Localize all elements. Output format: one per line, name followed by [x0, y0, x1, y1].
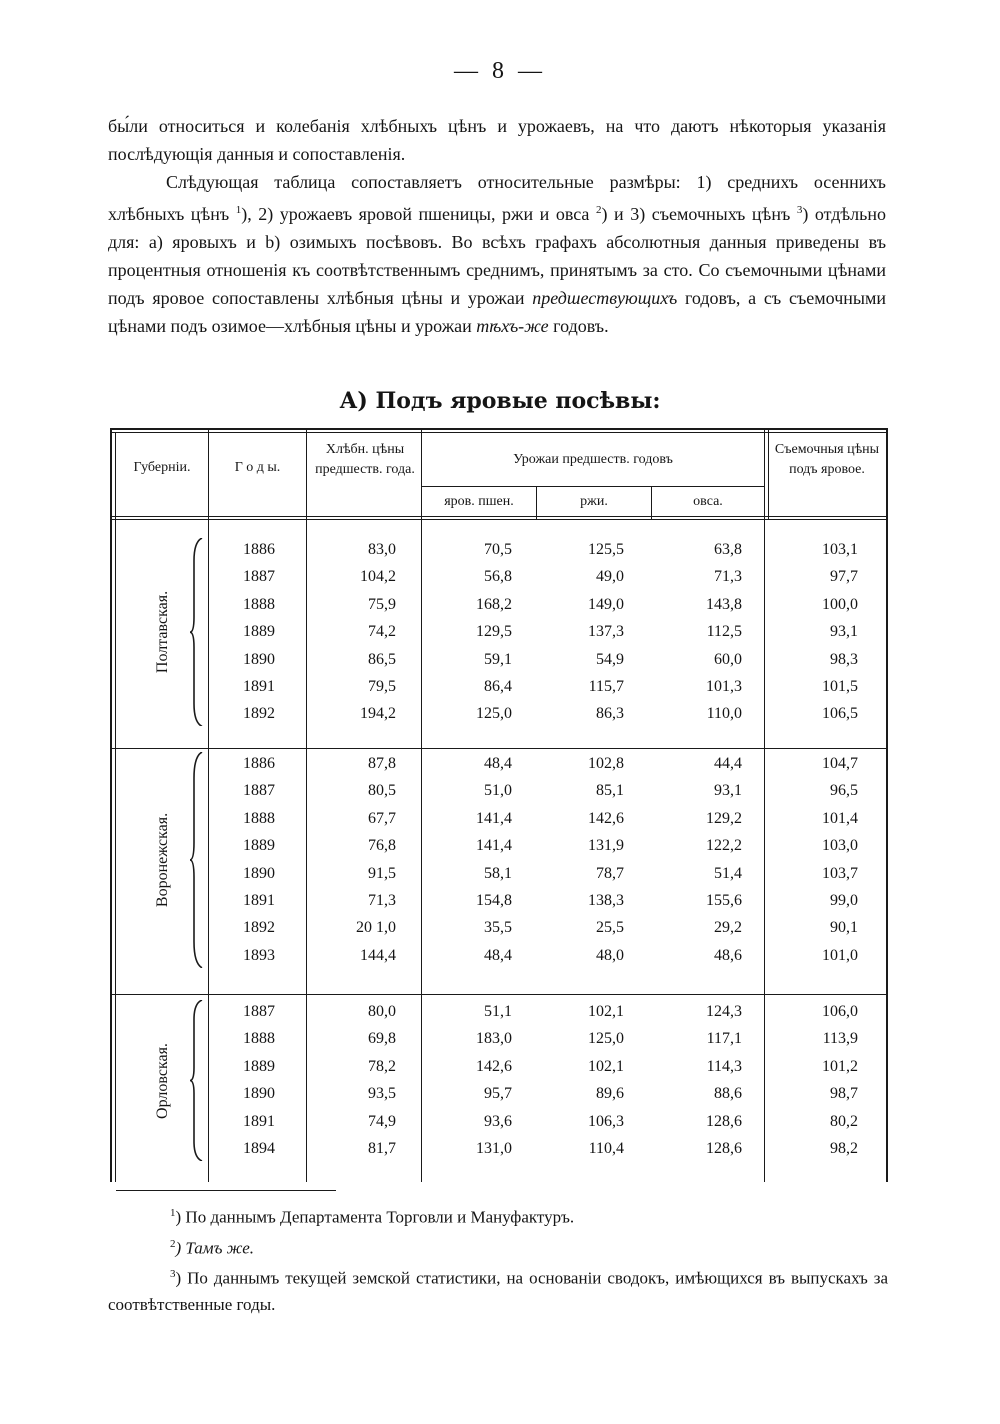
value-cell-price: 71,3 — [368, 892, 396, 909]
intro-paragraph-1: бы́ли относиться и колебанія хлѣбныхъ цѣнъ и урожаевъ, на что даютъ нѣкоторыя указанія послѣдующія данныя и сопоставленія. — [108, 116, 886, 164]
value-cell-wheat: 141,4 — [476, 837, 512, 855]
value-cell-rye: 89,6 — [596, 1085, 624, 1103]
value-cell-oats: 143,8 — [706, 595, 742, 613]
value-cell-wheat: 35,5 — [484, 919, 512, 937]
footnote-ref: 2 — [595, 204, 602, 216]
value-cell-rye: 54,9 — [596, 650, 624, 668]
value-cell-wheat: 154,8 — [476, 892, 512, 909]
value-cell-wheat: 86,4 — [484, 678, 512, 695]
value-cell-oats: 128,6 — [706, 1112, 742, 1130]
intro-paragraph-2: Слѣдующая таблица сопоставляетъ относительные размѣры: 1) среднихъ осеннихъ хлѣбныхъ цѣнъ $^1$), 2) урожаевъ яровой пшеницы, ржи и овса $^2$) и 3) съемочныхъ цѣнъ $^3$) отдѣльно для: а) яровыхъ и b) озимыхъ посѣвовъ. Во всѣхъ графахъ абсолютныя данныя приведены въ процентныя отношенія къ соотвѣтственнымъ среднимъ, принятымъ за сто. Со съемочными цѣнами подъ яровое сопоставлены хлѣбныя цѣны и урожаи предшествующихъ годовъ, а съ съемочными цѣнами подъ озимое—хлѣбныя цѣны и урожаи тѣхъ-же годовъ. — [108, 172, 887, 336]
value-cell-rent: 98,2 — [830, 1140, 858, 1157]
value-cell-oats: 155,6 — [706, 892, 742, 909]
gubernia-label: Полтавская. — [154, 591, 172, 674]
brace-icon — [190, 538, 204, 726]
value-cell-rent: 106,5 — [822, 705, 858, 723]
value-cell-rent: 80,2 — [830, 1112, 858, 1130]
value-cell-oats: 51,4 — [714, 864, 742, 882]
value-cell-rye: 48,0 — [596, 946, 624, 964]
value-cell-price: 78,2 — [368, 1057, 396, 1075]
value-cell-rye: 86,3 — [596, 705, 624, 723]
value-cell-price: 74,2 — [368, 623, 396, 641]
value-cell-rye: 115,7 — [588, 678, 624, 695]
value-cell-rye: 137,3 — [588, 623, 624, 641]
value-cell-rent: 106,0 — [822, 1003, 858, 1020]
value-cell-oats: 88,6 — [714, 1085, 742, 1103]
footnote-ref: 3 — [796, 204, 803, 216]
value-cell-rye: 102,1 — [588, 1057, 624, 1075]
year-cell: 1887 — [243, 1003, 275, 1020]
year-cell: 1888 — [243, 809, 275, 827]
footnote-rule — [116, 1190, 336, 1191]
value-cell-wheat: 125,0 — [476, 705, 512, 723]
footnotes — [108, 1200, 888, 1318]
value-cell-price: 104,2 — [360, 568, 396, 586]
value-cell-rent: 103,7 — [822, 864, 858, 882]
value-cell-wheat: 95,7 — [484, 1085, 512, 1103]
value-cell-wheat: 48,4 — [484, 755, 512, 772]
value-cell-wheat: 48,4 — [484, 946, 512, 964]
value-cell-rent: 103,0 — [822, 837, 858, 855]
section-title: А) Подъ яровые посѣвы: — [339, 388, 661, 414]
header-harvest-wheat: яров. пшен. — [444, 494, 514, 509]
header-years: Г о д ы. — [234, 460, 281, 475]
value-cell-wheat: 70,5 — [484, 541, 512, 558]
value-cell-price: 80,0 — [368, 1003, 396, 1020]
year-cell: 1890 — [243, 1085, 275, 1103]
value-cell-oats: 112,5 — [706, 623, 742, 641]
value-cell-wheat: 51,1 — [484, 1003, 512, 1020]
value-cell-price: 87,8 — [368, 755, 396, 772]
value-cell-wheat: 56,8 — [484, 568, 512, 586]
value-cell-rye: 102,8 — [588, 755, 624, 772]
value-cell-price: 69,8 — [368, 1030, 396, 1048]
value-cell-rye: 125,5 — [588, 541, 624, 558]
intro-text — [108, 112, 886, 340]
value-cell-rent: 90,1 — [830, 919, 858, 937]
year-cell: 1888 — [243, 595, 275, 613]
value-cell-wheat: 129,5 — [476, 623, 512, 641]
value-cell-rent: 96,5 — [830, 782, 858, 800]
value-cell-rent: 101,0 — [822, 946, 858, 964]
value-cell-price: 79,5 — [368, 678, 396, 695]
year-cell: 1892 — [243, 705, 275, 723]
header-rent: Съемочныя цѣны подъ яровое. — [774, 442, 880, 477]
value-cell-rye: 106,3 — [588, 1112, 624, 1130]
value-cell-wheat: 51,0 — [484, 782, 512, 800]
value-cell-wheat: 168,2 — [476, 595, 512, 613]
value-cell-price: 20 1,0 — [356, 919, 396, 937]
year-cell: 1893 — [243, 946, 275, 964]
value-cell-rye: 149,0 — [588, 595, 624, 613]
year-cell: 1891 — [243, 892, 275, 909]
value-cell-rye: 25,5 — [596, 919, 624, 937]
value-cell-rye: 131,9 — [588, 837, 624, 855]
value-cell-price: 83,0 — [368, 541, 396, 558]
page-number: — 8 — — [454, 58, 546, 84]
value-cell-wheat: 131,0 — [476, 1140, 512, 1157]
value-cell-wheat: 141,4 — [476, 809, 512, 827]
value-cell-price: 194,2 — [360, 705, 396, 723]
value-cell-wheat: 183,0 — [476, 1030, 512, 1048]
value-cell-wheat: 142,6 — [476, 1057, 512, 1075]
year-cell: 1887 — [243, 568, 275, 586]
value-cell-rye: 138,3 — [588, 892, 624, 909]
value-cell-rye: 49,0 — [596, 568, 624, 586]
value-cell-rent: 98,7 — [830, 1085, 858, 1103]
value-cell-rye: 125,0 — [588, 1030, 624, 1048]
gubernia-label: Орловская. — [154, 1042, 172, 1119]
year-cell: 1889 — [243, 1057, 275, 1075]
value-cell-oats: 101,3 — [706, 678, 742, 695]
value-cell-rent: 104,7 — [822, 755, 858, 772]
value-cell-rye: 85,1 — [596, 782, 624, 800]
value-cell-price: 93,5 — [368, 1085, 396, 1103]
value-cell-rent: 101,4 — [822, 809, 858, 827]
footnote-3: $^3$) По даннымъ текущей земской статистики, на основаніи сводокъ, имѣющихся въ выпускахъ за соотвѣтственные годы. — [108, 1268, 888, 1314]
brace-icon — [190, 1000, 204, 1161]
value-cell-price: 86,5 — [368, 650, 396, 668]
value-cell-rent: 93,1 — [830, 623, 858, 641]
year-cell: 1890 — [243, 650, 275, 668]
value-cell-rent: 113,9 — [822, 1030, 858, 1048]
value-cell-price: 144,4 — [360, 946, 396, 964]
footnote-ref: 1 — [235, 204, 242, 216]
value-cell-wheat: 59,1 — [484, 650, 512, 668]
value-cell-rye: 110,4 — [588, 1140, 624, 1157]
value-cell-oats: 124,3 — [706, 1003, 742, 1020]
value-cell-price: 67,7 — [368, 809, 396, 827]
year-cell: 1891 — [243, 1112, 275, 1130]
value-cell-rent: 101,2 — [822, 1057, 858, 1075]
value-cell-rent: 98,3 — [830, 650, 858, 668]
value-cell-oats: 60,0 — [714, 650, 742, 668]
value-cell-oats: 44,4 — [714, 755, 742, 772]
value-cell-price: 74,9 — [368, 1112, 396, 1130]
value-cell-oats: 63,8 — [714, 541, 742, 558]
footnote-2: $^2$) Тамъ же. — [170, 1237, 255, 1258]
value-cell-oats: 117,1 — [706, 1030, 742, 1048]
value-cell-rent: 101,5 — [822, 678, 858, 695]
value-cell-wheat: 58,1 — [484, 864, 512, 882]
year-cell: 1889 — [243, 837, 275, 855]
value-cell-price: 80,5 — [368, 782, 396, 800]
value-cell-oats: 122,2 — [706, 837, 742, 855]
year-cell: 1889 — [243, 623, 275, 641]
footnote-1: $^1$) По даннымъ Департамента Торговли и Мануфактуръ. — [170, 1207, 575, 1227]
gubernia-label: Воронежская. — [154, 812, 172, 907]
year-cell: 1892 — [243, 919, 275, 937]
value-cell-oats: 128,6 — [706, 1140, 742, 1157]
value-cell-rye: 102,1 — [588, 1003, 624, 1020]
value-cell-rent: 103,1 — [822, 541, 858, 558]
value-cell-rent: 99,0 — [830, 892, 858, 909]
value-cell-oats: 48,6 — [714, 946, 742, 964]
year-cell: 1886 — [243, 541, 275, 558]
year-cell: 1894 — [243, 1140, 275, 1157]
value-cell-oats: 71,3 — [714, 568, 742, 586]
value-cell-oats: 129,2 — [706, 809, 742, 827]
value-cell-wheat: 93,6 — [484, 1112, 512, 1130]
value-cell-price: 75,9 — [368, 595, 396, 613]
value-cell-rent: 100,0 — [822, 595, 858, 613]
year-cell: 1886 — [243, 755, 275, 772]
value-cell-rent: 97,7 — [830, 568, 858, 586]
year-cell: 1891 — [243, 678, 275, 695]
header-prices: Хлѣбн. цѣны предшеств. года. — [315, 442, 415, 477]
value-cell-price: 91,5 — [368, 864, 396, 882]
header-harvest: Урожаи предшеств. годовъ — [513, 452, 673, 467]
year-cell: 1888 — [243, 1030, 275, 1048]
value-cell-rye: 142,6 — [588, 809, 624, 827]
value-cell-oats: 114,3 — [706, 1057, 742, 1075]
year-cell: 1887 — [243, 782, 275, 800]
header-gubernia: Губерніи. — [133, 460, 191, 475]
data-table — [110, 428, 888, 1182]
value-cell-price: 81,7 — [368, 1140, 396, 1157]
year-cell: 1890 — [243, 864, 275, 882]
value-cell-price: 76,8 — [368, 837, 396, 855]
header-harvest-rye: ржи. — [580, 494, 608, 509]
header-harvest-oats: овса. — [693, 494, 723, 509]
value-cell-oats: 110,0 — [706, 705, 742, 723]
value-cell-oats: 29,2 — [714, 919, 742, 937]
value-cell-rye: 78,7 — [596, 864, 624, 882]
value-cell-oats: 93,1 — [714, 782, 742, 800]
brace-icon — [190, 752, 204, 968]
